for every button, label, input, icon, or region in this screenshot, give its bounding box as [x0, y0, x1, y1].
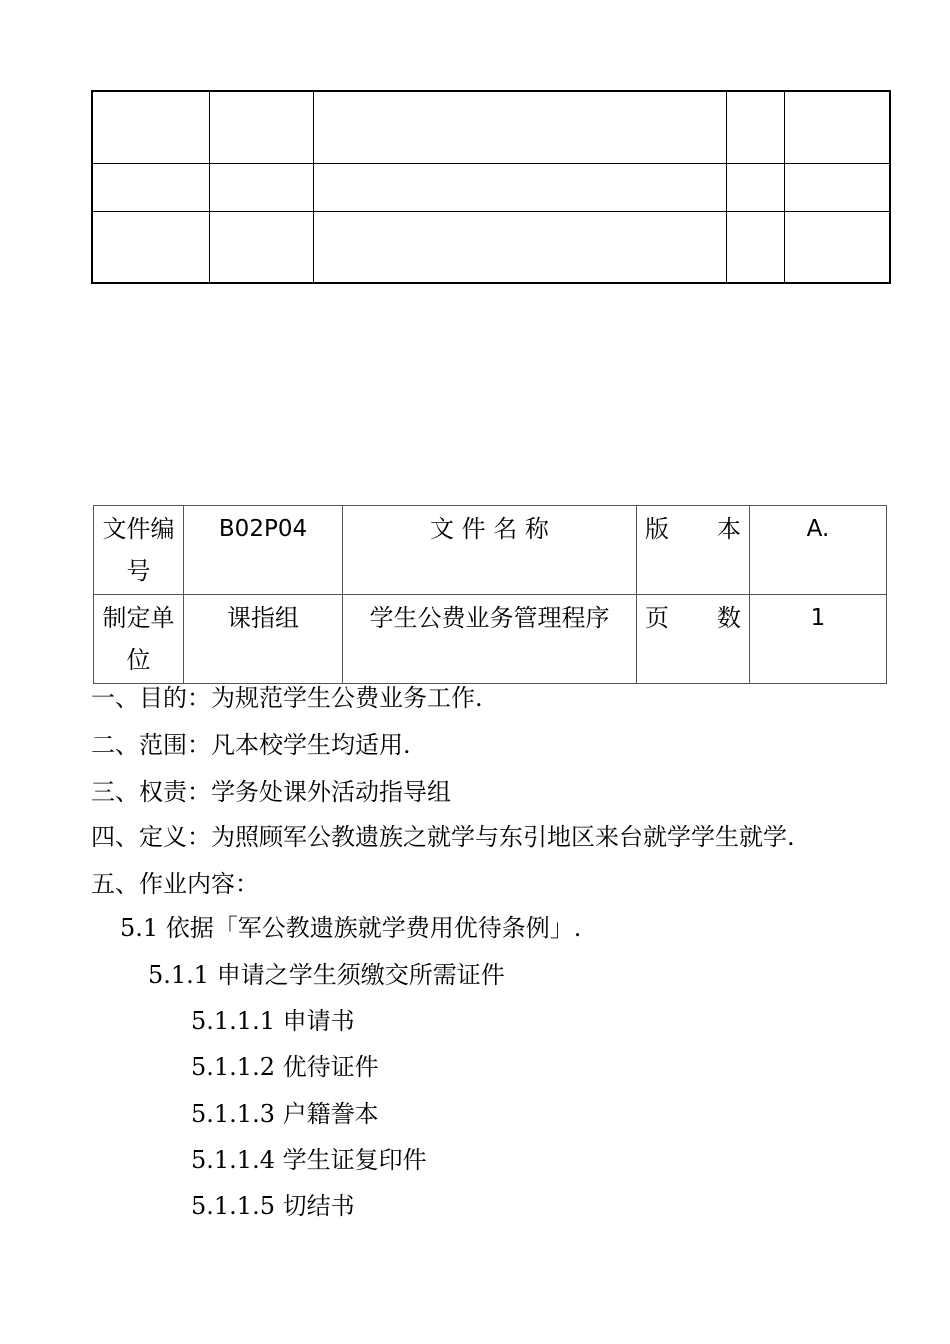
- item-5-1-1-5: 5.1.1.5 切结书: [191, 1192, 355, 1220]
- table-row: [94, 595, 887, 684]
- revision-table: [91, 90, 891, 284]
- table-row: [94, 506, 887, 595]
- table-row: [92, 91, 890, 163]
- document-header-table: [93, 505, 887, 684]
- unit-label: 制定单位: [94, 595, 184, 684]
- section-definition: 四、定义：为照顾军公教遗族之就学与东引地区来台就学学生就学.: [91, 823, 795, 851]
- section-responsibility: 三、权责：学务处课外活动指导组: [91, 778, 451, 806]
- version-value: A.: [750, 506, 887, 595]
- unit-value: 课指组: [184, 595, 343, 684]
- item-5-1-1: 5.1.1 申请之学生须缴交所需证件: [148, 961, 505, 989]
- version-label: 版 本: [637, 506, 750, 595]
- item-5-1-1-2: 5.1.1.2 优待证件: [191, 1053, 379, 1081]
- pages-label: 页 数: [637, 595, 750, 684]
- section-procedure: 五、作业内容：: [91, 870, 259, 898]
- table-row: [92, 211, 890, 283]
- doc-name: 学生公费业务管理程序: [343, 595, 637, 684]
- doc-name-label: 文 件 名 称: [343, 506, 637, 595]
- item-5-1-1-1: 5.1.1.1 申请书: [191, 1007, 355, 1035]
- item-5-1-1-3: 5.1.1.3 户籍誊本: [191, 1100, 379, 1128]
- table-row: [92, 163, 890, 211]
- doc-no: B02P04: [184, 506, 343, 595]
- section-purpose: 一、目的：为规范学生公费业务工作.: [91, 684, 483, 712]
- item-5-1-1-4: 5.1.1.4 学生证复印件: [191, 1146, 427, 1174]
- section-scope: 二、范围：凡本校学生均适用.: [91, 731, 411, 759]
- doc-no-label: 文件编号: [94, 506, 184, 595]
- item-5-1: 5.1 依据「军公教遗族就学费用优待条例」.: [120, 914, 582, 942]
- pages-value: 1: [750, 595, 887, 684]
